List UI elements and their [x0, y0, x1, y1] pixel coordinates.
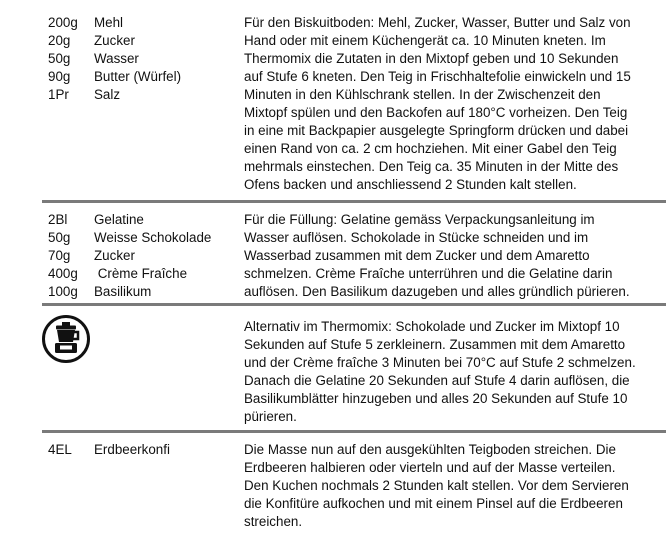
- instruction-text: [244, 318, 644, 426]
- ingredient-row: [48, 50, 238, 68]
- instruction-text: [244, 14, 644, 194]
- instruction-line: in eine mit Backpapier ausgelegte Springform drücken und dabei: [244, 123, 629, 138]
- instruction-line: Ofens backen und anschliessend 2 Stunden kalt stellen.: [244, 177, 577, 192]
- instruction-line: die Konfitüre aufkochen und mit einem Pinsel auf die Erdbeeren: [244, 496, 623, 511]
- ingredient-quantity: 50g: [48, 230, 71, 245]
- ingredient-list: [48, 14, 238, 104]
- ingredient-quantity: 50g: [48, 51, 71, 66]
- instruction-line: schmelzen. Crème Fraîche unterrühren und die Gelatine darin: [244, 266, 613, 281]
- ingredient-name: Weisse Schokolade: [94, 230, 212, 245]
- ingredient-quantity: 20g: [48, 33, 71, 48]
- ingredient-row: [48, 211, 238, 229]
- instruction-line: streichen.: [244, 514, 303, 529]
- ingredient-name: Salz: [94, 87, 121, 102]
- ingredient-quantity: 400g: [48, 266, 78, 281]
- ingredient-row: [48, 86, 238, 104]
- instruction-line: Minuten in den Kühlschrank stellen. In der Zwischenzeit den: [244, 87, 601, 102]
- ingredient-quantity: 90g: [48, 69, 71, 84]
- thermomix-icon: [41, 314, 91, 364]
- instruction-line: Den Kuchen nochmals 2 Stunden kalt stellen. Vor dem Servieren: [244, 478, 629, 493]
- ingredient-row: [48, 441, 238, 459]
- ingredient-quantity: 4EL: [48, 442, 72, 457]
- instruction-line: Hand oder mit einem Küchengerät ca. 10 Minuten kneten. Im: [244, 33, 606, 48]
- ingredient-name: Crème Fraîche: [94, 266, 188, 281]
- instruction-line: Wasserbad zusammen mit dem Zucker und dem Amaretto: [244, 248, 590, 263]
- instruction-line: Sekunden auf Stufe 5 zerkleinern. Zusammen mit dem Amaretto: [244, 337, 626, 352]
- ingredient-list: [48, 211, 238, 301]
- ingredient-name: Butter (Würfel): [94, 69, 182, 84]
- ingredient-name: Gelatine: [94, 212, 144, 227]
- ingredient-name: Zucker: [94, 248, 135, 263]
- instruction-line: Thermomix die Zutaten in den Mixtopf geben und 10 Sekunden: [244, 51, 619, 66]
- section-divider: [42, 430, 666, 433]
- section-divider: [42, 303, 666, 306]
- instruction-line: Mixtopf spülen und den Backofen auf 180°C vorheizen. Den Teig: [244, 105, 628, 120]
- ingredient-quantity: 200g: [48, 15, 78, 30]
- ingredient-quantity: 100g: [48, 284, 78, 299]
- ingredient-name: Zucker: [94, 33, 135, 48]
- instruction-text: [244, 211, 644, 301]
- ingredient-name: Mehl: [94, 15, 124, 30]
- instruction-line: Für die Füllung: Gelatine gemäss Verpackungsanleitung im: [244, 212, 595, 227]
- instruction-line: und der Crème fraîche 3 Minuten bei 70°C auf Stufe 2 schmelzen.: [244, 355, 636, 370]
- ingredient-name: Wasser: [94, 51, 139, 66]
- instruction-line: Erdbeeren halbieren oder vierteln und auf der Masse verteilen.: [244, 460, 616, 475]
- instruction-line: Basilikumblätter hinzugeben und alles 20 Sekunden auf Stufe 10: [244, 391, 628, 406]
- thermomix-icon-graphic: [41, 314, 91, 364]
- instruction-line: Für den Biskuitboden: Mehl, Zucker, Wasser, Butter und Salz von: [244, 15, 631, 30]
- ingredient-name: Erdbeerkonfi: [94, 442, 170, 457]
- instruction-line: mehrmals einstechen. Den Teig ca. 35 Minuten in der Mitte des: [244, 159, 619, 174]
- instruction-line: Danach die Gelatine 20 Sekunden auf Stufe 4 darin auflösen, die: [244, 373, 630, 388]
- instruction-line: Die Masse nun auf den ausgekühlten Teigboden streichen. Die: [244, 442, 616, 457]
- instruction-line: auf Stufe 6 kneten. Den Teig in Frischhaltefolie einwickeln und 15: [244, 69, 631, 84]
- ingredient-row: [48, 283, 238, 301]
- ingredient-quantity: 2Bl: [48, 212, 68, 227]
- ingredient-name: Basilikum: [94, 284, 152, 299]
- ingredient-quantity: 70g: [48, 248, 71, 263]
- instruction-line: einen Rand von ca. 2 cm hochziehen. Mit einer Gabel den Teig: [244, 141, 617, 156]
- ingredient-row: [48, 14, 238, 32]
- ingredient-row: [48, 68, 238, 86]
- instruction-line: Alternativ im Thermomix: Schokolade und Zucker im Mixtopf 10: [244, 319, 620, 334]
- instruction-line: pürieren.: [244, 409, 297, 424]
- ingredient-quantity: 1Pr: [48, 87, 69, 102]
- instruction-line: Wasser auflösen. Schokolade in Stücke schneiden und im: [244, 230, 589, 245]
- ingredient-row: [48, 247, 238, 265]
- section-divider: [42, 200, 666, 203]
- instruction-text: [244, 441, 644, 531]
- ingredient-row: [48, 265, 238, 283]
- ingredient-row: [48, 229, 238, 247]
- ingredient-row: [48, 32, 238, 50]
- ingredient-list: [48, 441, 238, 459]
- instruction-line: auflösen. Den Basilikum dazugeben und alles gründlich pürieren.: [244, 284, 630, 299]
